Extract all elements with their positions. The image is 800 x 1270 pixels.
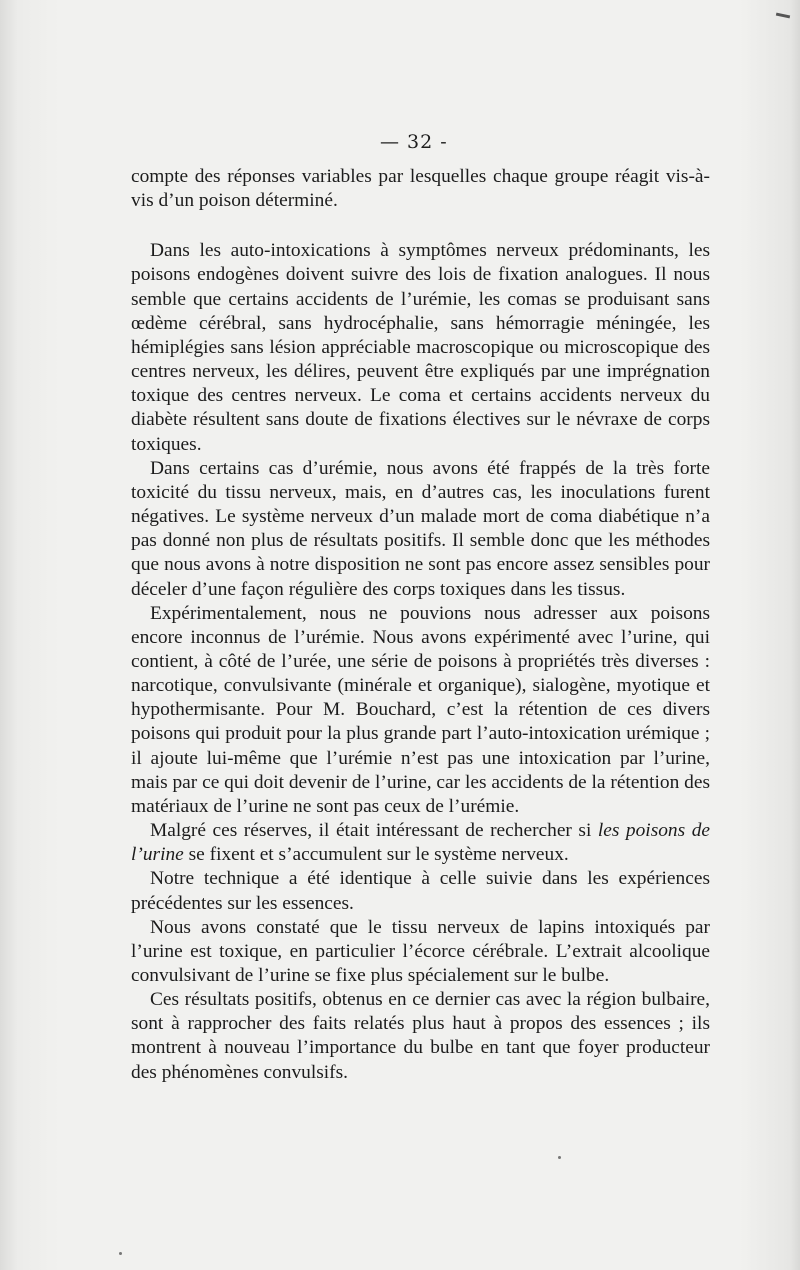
- paragraph: Expérimentalement, nous ne pouvions nous adresser aux poisons encore inconnus de l’urémie. Nous avons expérimenté avec l’urine, qui contient, à côté de l’urée, une série de poisons à propriétés très diverses : narcotique, convulsivante (minérale et organique), sialogène, myotique et hypothermisante. Pour M. Bouchard, c’est la rétention de ces divers poisons qui produit pour la plus grande part l’auto-intoxication urémique ; il ajoute lui-même que l’urémie n’est pas une intoxication par l’urine, mais par ce qui doit devenir de l’urine, car les accidents de la rétention des matériaux de l’urine ne sont pas ceux de l’urémie.: [131, 602, 710, 817]
- paragraph: Dans certains cas d’urémie, nous avons été frappés de la très forte toxicité du tissu nerveux, mais, en d’autres cas, les inoculations furent négatives. Le système nerveux d’un malade mort de coma diabétique n’a pas donné non plus de résultats positifs. Il semble donc que les méthodes que nous avons à notre disposition ne sont pas encore assez sensibles pour déceler d’une façon régulière des corps toxiques dans les tissus.: [131, 457, 710, 600]
- scan-speck: [558, 1156, 561, 1159]
- scan-artifact: [776, 13, 790, 19]
- body-text: [131, 165, 710, 1085]
- scan-speck: [119, 1252, 122, 1255]
- paragraph: Notre technique a été identique à celle suivie dans les expériences précédentes sur les essences.: [131, 868, 710, 914]
- paragraph-text: Malgré ces réserves, il était intéressant de rechercher si: [150, 820, 598, 842]
- paragraph-text: se fixent et s’accumulent sur le système nerveux.: [183, 844, 569, 866]
- paragraph: Nous avons constaté que le tissu nerveux de lapins intoxiqués par l’urine est toxique, en particulier l’écorce cérébrale. L’extrait alcoolique convulsivant de l’urine se fixe plus spécialement sur le bulbe.: [131, 916, 710, 986]
- italic-phrase: les poisons de l’urine: [131, 820, 710, 866]
- paragraph: Dans les auto-intoxications à symptômes nerveux prédominants, les poisons endogènes doivent suivre des lois de fixation analogues. Il nous semble que certains accidents de l’urémie, les comas se produisant sans œdème cérébral, sans hydrocéphalie, sans hémorragie méningée, les hémiplégies sans lésion appréciable macroscopique ou microscopique des centres nerveux, les délires, peuvent être expliqués par une imprégnation toxique des centres nerveux. Le coma et certains accidents nerveux du diabète résultent sans doute de fixations électives sur le névraxe de corps toxiques.: [131, 240, 710, 455]
- paragraph: [131, 819, 710, 867]
- paragraph: Ces résultats positifs, obtenus en ce dernier cas avec la région bulbaire, sont à rapprocher des faits relatés plus haut à propos des essences ; ils montrent à nouveau l’importance du bulbe en tant que foyer producteur des phénomènes convulsifs.: [131, 989, 710, 1083]
- page-number: — 32 -: [380, 131, 448, 153]
- paragraph: compte des réponses variables par lesquelles chaque groupe réagit vis-à-vis d’un poison déterminé.: [131, 166, 710, 212]
